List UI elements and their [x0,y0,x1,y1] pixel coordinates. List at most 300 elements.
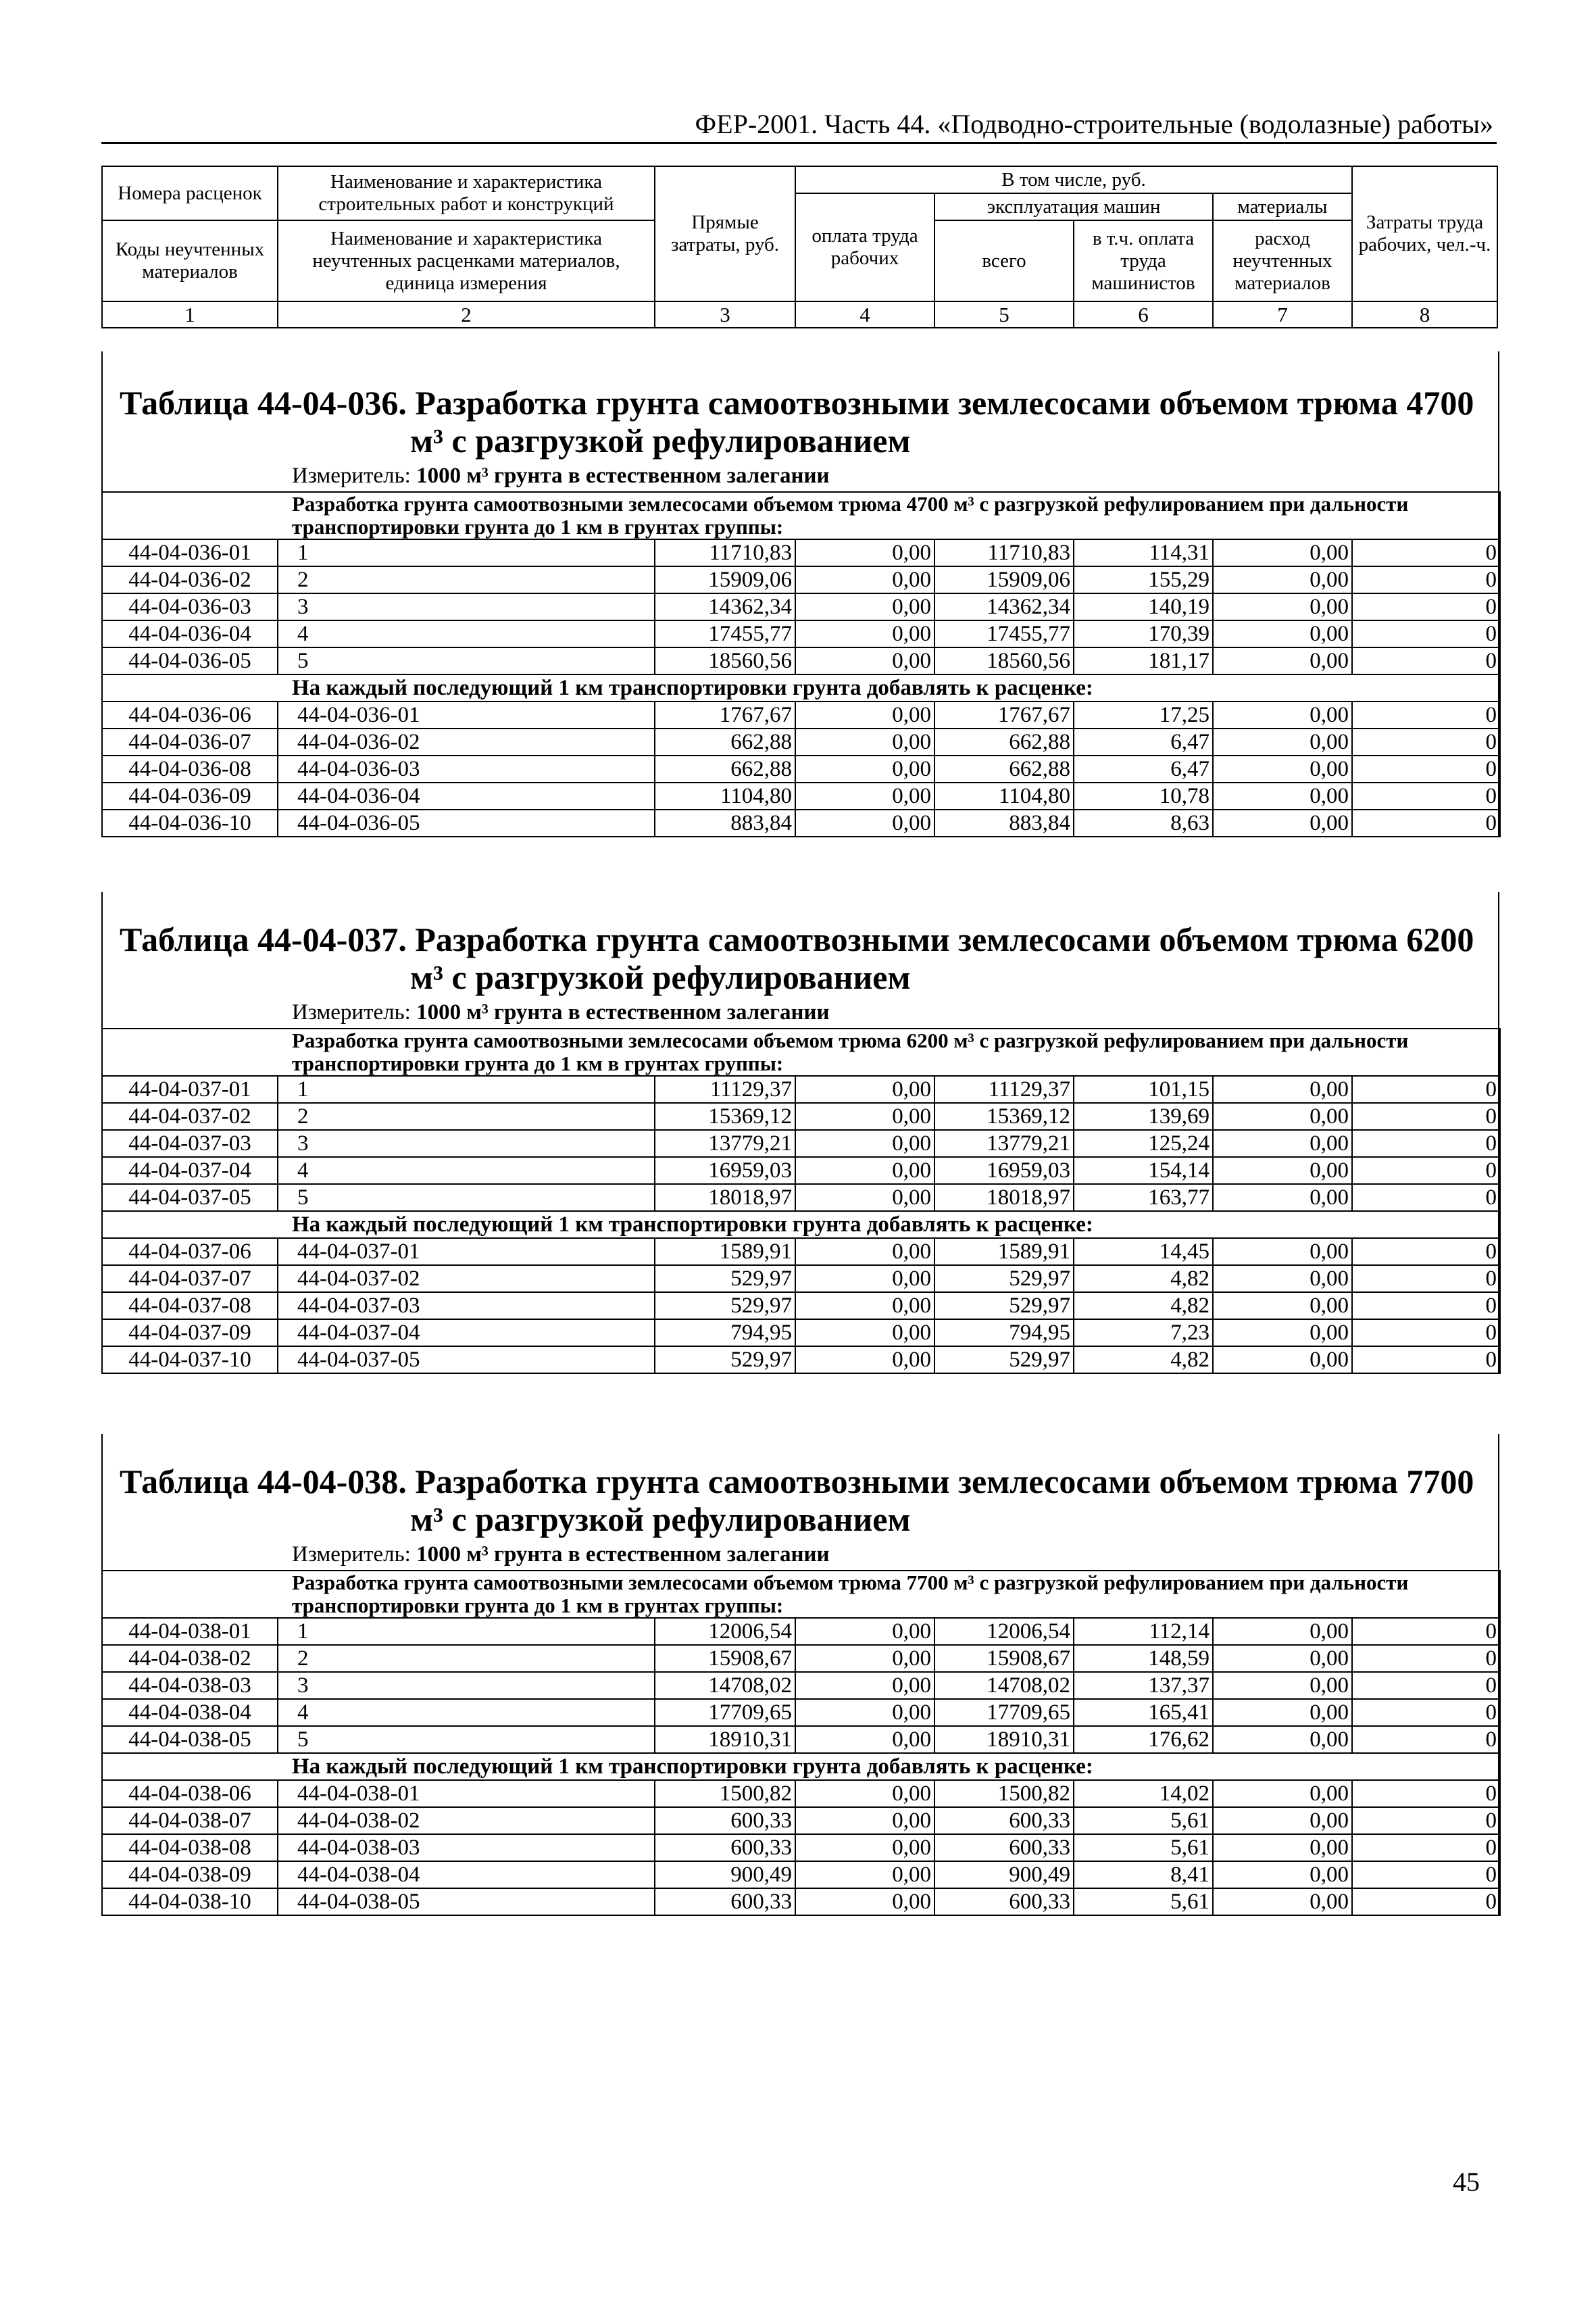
meter-label: Измеритель: [292,464,411,488]
machinist-pay: 155,29 [1074,566,1213,593]
labor-pay: 0,00 [795,1103,934,1130]
machine-total: 794,95 [934,1319,1074,1346]
rate-code: 44-04-036-09 [102,783,278,810]
group-row [102,492,1500,539]
rate-code: 44-04-038-02 [102,1645,278,1672]
material-use: 0,00 [1213,1726,1352,1753]
rate-code: 44-04-036-10 [102,810,278,837]
machinist-pay: 163,77 [1074,1184,1213,1211]
material-use: 0,00 [1213,1184,1352,1211]
colhead-c2b: Наименование и характеристика неучтенных расценками материалов, единица измерения [278,220,655,301]
colnum-4: 4 [795,301,934,328]
labor-pay: 0,00 [795,701,934,729]
machine-total: 15369,12 [934,1103,1074,1130]
direct-cost: 15908,67 [655,1645,795,1672]
subheading: На каждый последующий 1 км транспортировки грунта добавлять к расценке: [102,1753,1500,1780]
direct-cost: 14708,02 [655,1672,795,1699]
table-title-line1: Таблица 44-04-036. Разработка грунта самоотвозными землесосами объемом трюма 4700 [120,384,1474,422]
labor-pay: 0,00 [795,729,934,756]
table-row [102,756,1500,783]
direct-cost: 11710,83 [655,539,795,566]
labor-pay: 0,00 [795,1157,934,1184]
material-use: 0,00 [1213,1130,1352,1157]
colhead-exp: эксплуатация машин [934,193,1213,220]
machine-total: 1589,91 [934,1238,1074,1265]
direct-cost: 18910,31 [655,1726,795,1753]
machinist-pay: 5,61 [1074,1888,1213,1915]
machinist-pay: 125,24 [1074,1130,1213,1157]
labor-hours: 0 [1352,729,1500,756]
labor-hours: 0 [1352,539,1500,566]
material-use: 0,00 [1213,566,1352,593]
machinist-pay: 8,63 [1074,810,1213,837]
rate-code: 44-04-037-10 [102,1346,278,1373]
work-name: 3 [278,1672,655,1699]
direct-cost: 11129,37 [655,1076,795,1103]
table-row [102,1672,1500,1699]
table-row [102,1238,1500,1265]
machinist-pay: 10,78 [1074,783,1213,810]
rate-code: 44-04-036-01 [102,539,278,566]
labor-hours: 0 [1352,1265,1500,1292]
machine-total: 15909,06 [934,566,1074,593]
labor-pay: 0,00 [795,566,934,593]
machine-total: 529,97 [934,1346,1074,1373]
work-name: 5 [278,647,655,674]
labor-pay: 0,00 [795,1699,934,1726]
material-use: 0,00 [1213,1618,1352,1645]
work-name: 44-04-038-02 [278,1807,655,1834]
labor-pay: 0,00 [795,1265,934,1292]
labor-hours: 0 [1352,756,1500,783]
labor-hours: 0 [1352,1861,1500,1888]
material-use: 0,00 [1213,647,1352,674]
material-use: 0,00 [1213,701,1352,729]
direct-cost: 15909,06 [655,566,795,593]
work-name: 2 [278,566,655,593]
labor-hours: 0 [1352,620,1500,647]
work-name: 44-04-037-02 [278,1265,655,1292]
direct-cost: 17709,65 [655,1699,795,1726]
machinist-pay: 14,02 [1074,1780,1213,1807]
material-use: 0,00 [1213,756,1352,783]
machinist-pay: 14,45 [1074,1238,1213,1265]
labor-hours: 0 [1352,1618,1500,1645]
direct-cost: 529,97 [655,1265,795,1292]
labor-pay: 0,00 [795,593,934,620]
labor-pay: 0,00 [795,1645,934,1672]
group-heading: Разработка грунта самоотвозными землесосами объемом трюма 6200 м³ с разгрузкой рефулированием при дальности транспортировки грунта до 1 км в грунтах группы: [102,1029,1500,1076]
group-heading: Разработка грунта самоотвозными землесосами объемом трюма 7700 м³ с разгрузкой рефулированием при дальности транспортировки грунта до 1 км в грунтах группы: [102,1571,1500,1618]
table-row [102,1618,1500,1645]
machine-total: 600,33 [934,1834,1074,1861]
work-name: 44-04-038-01 [278,1780,655,1807]
machinist-pay: 114,31 [1074,539,1213,566]
machine-total: 900,49 [934,1861,1074,1888]
labor-pay: 0,00 [795,1807,934,1834]
material-use: 0,00 [1213,1807,1352,1834]
labor-hours: 0 [1352,1780,1500,1807]
machine-total: 883,84 [934,810,1074,837]
material-use: 0,00 [1213,1103,1352,1130]
labor-hours: 0 [1352,1130,1500,1157]
table-row [102,620,1500,647]
machinist-pay: 4,82 [1074,1265,1213,1292]
table-row [102,1834,1500,1861]
rate-code: 44-04-038-10 [102,1888,278,1915]
material-use: 0,00 [1213,810,1352,837]
subheading: На каждый последующий 1 км транспортировки грунта добавлять к расценке: [102,674,1500,701]
work-name: 3 [278,1130,655,1157]
rate-code: 44-04-036-03 [102,593,278,620]
table-row [102,1184,1500,1211]
subheading-row [102,1211,1500,1238]
table-title-line2: м³ с разгрузкой рефулированием [410,1500,911,1538]
direct-cost: 1589,91 [655,1238,795,1265]
work-name: 44-04-038-03 [278,1834,655,1861]
work-name: 2 [278,1645,655,1672]
meter-text: 1000 м³ грунта в естественном залегании [416,464,830,488]
table-row [102,783,1500,810]
work-name: 2 [278,1103,655,1130]
colhead-c4: оплата труда рабочих [795,193,934,301]
header-rule [101,142,1497,144]
machinist-pay: 176,62 [1074,1726,1213,1753]
labor-hours: 0 [1352,1888,1500,1915]
work-name: 44-04-037-05 [278,1346,655,1373]
labor-hours: 0 [1352,1292,1500,1319]
table-title-line2: м³ с разгрузкой рефулированием [410,958,911,996]
meter-line [103,464,1498,489]
work-name: 1 [278,1076,655,1103]
colhead-mat: материалы [1213,193,1352,220]
colhead-c1a: Номера расценок [102,166,278,220]
rate-code: 44-04-036-04 [102,620,278,647]
material-use: 0,00 [1213,783,1352,810]
material-use: 0,00 [1213,1780,1352,1807]
direct-cost: 1767,67 [655,701,795,729]
labor-pay: 0,00 [795,647,934,674]
table-title [103,1462,1498,1538]
machine-total: 17455,77 [934,620,1074,647]
subheading-row [102,1753,1500,1780]
machinist-pay: 112,14 [1074,1618,1213,1645]
direct-cost: 600,33 [655,1807,795,1834]
direct-cost: 14362,34 [655,593,795,620]
machinist-pay: 181,17 [1074,647,1213,674]
colhead-c1b: Коды неучтенных материалов [102,220,278,301]
table-row [102,1319,1500,1346]
work-name: 4 [278,1699,655,1726]
labor-hours: 0 [1352,1184,1500,1211]
table-row [102,1292,1500,1319]
material-use: 0,00 [1213,539,1352,566]
colhead-c8: Затраты труда рабочих, чел.-ч. [1352,166,1497,301]
machine-total: 11129,37 [934,1076,1074,1103]
table-row [102,810,1500,837]
machinist-pay: 148,59 [1074,1645,1213,1672]
machine-total: 18910,31 [934,1726,1074,1753]
direct-cost: 13779,21 [655,1130,795,1157]
machinist-pay: 4,82 [1074,1346,1213,1373]
table-row [102,593,1500,620]
table-row [102,1076,1500,1103]
work-name: 1 [278,539,655,566]
colnum-3: 3 [655,301,795,328]
work-name: 44-04-038-04 [278,1861,655,1888]
colnum-7: 7 [1213,301,1352,328]
table-row [102,1103,1500,1130]
colnum-5: 5 [934,301,1074,328]
table-row [102,1780,1500,1807]
table-row [102,1807,1500,1834]
machine-total: 13779,21 [934,1130,1074,1157]
machine-total: 18018,97 [934,1184,1074,1211]
meter-text: 1000 м³ грунта в естественном залегании [416,1000,830,1025]
table-row [102,539,1500,566]
work-name: 3 [278,593,655,620]
table-title-line1: Таблица 44-04-037. Разработка грунта самоотвозными землесосами объемом трюма 6200 [120,920,1474,958]
machine-total: 600,33 [934,1888,1074,1915]
rate-code: 44-04-036-08 [102,756,278,783]
labor-pay: 0,00 [795,1319,934,1346]
rate-code: 44-04-036-06 [102,701,278,729]
machine-total: 14362,34 [934,593,1074,620]
colhead-c5: всего [934,220,1074,301]
direct-cost: 12006,54 [655,1618,795,1645]
machinist-pay: 5,61 [1074,1807,1213,1834]
direct-cost: 794,95 [655,1319,795,1346]
rate-code: 44-04-037-05 [102,1184,278,1211]
machine-total: 11710,83 [934,539,1074,566]
labor-hours: 0 [1352,1807,1500,1834]
material-use: 0,00 [1213,1888,1352,1915]
page-number: 45 [1453,2167,1480,2197]
work-name: 44-04-036-01 [278,701,655,729]
rate-code: 44-04-037-09 [102,1319,278,1346]
table-row [102,1157,1500,1184]
colnum-2: 2 [278,301,655,328]
machine-total: 600,33 [934,1807,1074,1834]
labor-hours: 0 [1352,1319,1500,1346]
labor-pay: 0,00 [795,539,934,566]
machinist-pay: 139,69 [1074,1103,1213,1130]
table-title [103,920,1498,996]
material-use: 0,00 [1213,1834,1352,1861]
material-use: 0,00 [1213,1292,1352,1319]
direct-cost: 600,33 [655,1888,795,1915]
labor-pay: 0,00 [795,1726,934,1753]
table-row [102,1699,1500,1726]
material-use: 0,00 [1213,1861,1352,1888]
labor-pay: 0,00 [795,810,934,837]
colhead-c2a: Наименование и характеристика строительных работ и конструкций [278,166,655,220]
machinist-pay: 101,15 [1074,1076,1213,1103]
work-name: 4 [278,620,655,647]
machine-total: 17709,65 [934,1699,1074,1726]
rate-code: 44-04-038-04 [102,1699,278,1726]
table-row [102,729,1500,756]
labor-pay: 0,00 [795,620,934,647]
rate-code: 44-04-038-01 [102,1618,278,1645]
meter-label: Измеритель: [292,1000,411,1025]
labor-pay: 0,00 [795,1076,934,1103]
labor-hours: 0 [1352,1699,1500,1726]
rate-code: 44-04-037-02 [102,1103,278,1130]
direct-cost: 662,88 [655,729,795,756]
material-use: 0,00 [1213,1672,1352,1699]
material-use: 0,00 [1213,729,1352,756]
direct-cost: 17455,77 [655,620,795,647]
direct-cost: 883,84 [655,810,795,837]
labor-pay: 0,00 [795,1346,934,1373]
work-name: 44-04-036-05 [278,810,655,837]
colhead-incl: В том числе, руб. [795,166,1352,193]
rate-code: 44-04-036-02 [102,566,278,593]
labor-pay: 0,00 [795,1130,934,1157]
machine-total: 12006,54 [934,1618,1074,1645]
work-name: 44-04-037-01 [278,1238,655,1265]
table-row [102,566,1500,593]
rate-code: 44-04-037-06 [102,1238,278,1265]
direct-cost: 15369,12 [655,1103,795,1130]
work-name: 44-04-036-02 [278,729,655,756]
colhead-c7: расход неучтенных материалов [1213,220,1352,301]
meter-text: 1000 м³ грунта в естественном залегании [416,1542,830,1567]
group-row [102,1571,1500,1618]
work-name: 5 [278,1726,655,1753]
rate-code: 44-04-037-07 [102,1265,278,1292]
machine-total: 1104,80 [934,783,1074,810]
subheading-row [102,674,1500,701]
direct-cost: 529,97 [655,1346,795,1373]
colhead-c3: Прямые затраты, руб. [655,166,795,301]
labor-hours: 0 [1352,1076,1500,1103]
colnum-1: 1 [102,301,278,328]
machinist-pay: 7,23 [1074,1319,1213,1346]
running-header: ФЕР-2001. Часть 44. «Подводно-строительные (водолазные) работы» [695,109,1493,139]
machine-total: 15908,67 [934,1645,1074,1672]
labor-hours: 0 [1352,1834,1500,1861]
work-name: 44-04-037-04 [278,1319,655,1346]
material-use: 0,00 [1213,1699,1352,1726]
meter-line [103,1000,1498,1025]
rate-table [101,1028,1501,1374]
labor-pay: 0,00 [795,756,934,783]
machinist-pay: 154,14 [1074,1157,1213,1184]
rate-table-section [101,892,1499,1374]
material-use: 0,00 [1213,1238,1352,1265]
table-title-line1: Таблица 44-04-038. Разработка грунта самоотвозными землесосами объемом трюма 7700 [120,1462,1474,1500]
labor-hours: 0 [1352,701,1500,729]
labor-hours: 0 [1352,1726,1500,1753]
labor-pay: 0,00 [795,1780,934,1807]
machine-total: 14708,02 [934,1672,1074,1699]
material-use: 0,00 [1213,1645,1352,1672]
table-row [102,701,1500,729]
labor-hours: 0 [1352,783,1500,810]
work-name: 4 [278,1157,655,1184]
material-use: 0,00 [1213,1265,1352,1292]
direct-cost: 600,33 [655,1834,795,1861]
machinist-pay: 137,37 [1074,1672,1213,1699]
material-use: 0,00 [1213,1319,1352,1346]
labor-hours: 0 [1352,1238,1500,1265]
table-title [103,384,1498,460]
rate-code: 44-04-038-09 [102,1861,278,1888]
table-row [102,1645,1500,1672]
material-use: 0,00 [1213,620,1352,647]
work-name: 44-04-036-03 [278,756,655,783]
machinist-pay: 165,41 [1074,1699,1213,1726]
machine-total: 18560,56 [934,647,1074,674]
rate-table-section [101,351,1499,837]
direct-cost: 529,97 [655,1292,795,1319]
machinist-pay: 6,47 [1074,756,1213,783]
machine-total: 16959,03 [934,1157,1074,1184]
labor-pay: 0,00 [795,1834,934,1861]
direct-cost: 900,49 [655,1861,795,1888]
labor-hours: 0 [1352,1645,1500,1672]
labor-hours: 0 [1352,1103,1500,1130]
table-row [102,1265,1500,1292]
group-heading: Разработка грунта самоотвозными землесосами объемом трюма 4700 м³ с разгрузкой рефулированием при дальности транспортировки грунта до 1 км в грунтах группы: [102,492,1500,539]
table-row [102,1130,1500,1157]
labor-hours: 0 [1352,1346,1500,1373]
table-row [102,1861,1500,1888]
direct-cost: 1500,82 [655,1780,795,1807]
machine-total: 529,97 [934,1292,1074,1319]
machine-total: 1767,67 [934,701,1074,729]
direct-cost: 662,88 [655,756,795,783]
machinist-pay: 4,82 [1074,1292,1213,1319]
meter-label: Измеритель: [292,1542,411,1567]
work-name: 44-04-036-04 [278,783,655,810]
table-row [102,647,1500,674]
machine-total: 662,88 [934,729,1074,756]
labor-hours: 0 [1352,566,1500,593]
machine-total: 1500,82 [934,1780,1074,1807]
direct-cost: 18560,56 [655,647,795,674]
labor-pay: 0,00 [795,1238,934,1265]
rate-table-section [101,1434,1499,1916]
rate-table [101,1570,1501,1916]
machinist-pay: 170,39 [1074,620,1213,647]
labor-pay: 0,00 [795,1184,934,1211]
rate-table [101,491,1501,837]
colhead-c6: в т.ч. оплата труда машинистов [1074,220,1213,301]
labor-pay: 0,00 [795,783,934,810]
material-use: 0,00 [1213,1346,1352,1373]
table-row [102,1346,1500,1373]
machinist-pay: 17,25 [1074,701,1213,729]
labor-pay: 0,00 [795,1888,934,1915]
labor-hours: 0 [1352,1672,1500,1699]
machinist-pay: 8,41 [1074,1861,1213,1888]
machinist-pay: 140,19 [1074,593,1213,620]
table-row [102,1726,1500,1753]
rate-code: 44-04-038-05 [102,1726,278,1753]
machinist-pay: 5,61 [1074,1834,1213,1861]
rate-code: 44-04-038-07 [102,1807,278,1834]
rate-code: 44-04-038-03 [102,1672,278,1699]
subheading: На каждый последующий 1 км транспортировки грунта добавлять к расценке: [102,1211,1500,1238]
labor-pay: 0,00 [795,1861,934,1888]
work-name: 5 [278,1184,655,1211]
labor-pay: 0,00 [795,1672,934,1699]
colnum-6: 6 [1074,301,1213,328]
direct-cost: 16959,03 [655,1157,795,1184]
